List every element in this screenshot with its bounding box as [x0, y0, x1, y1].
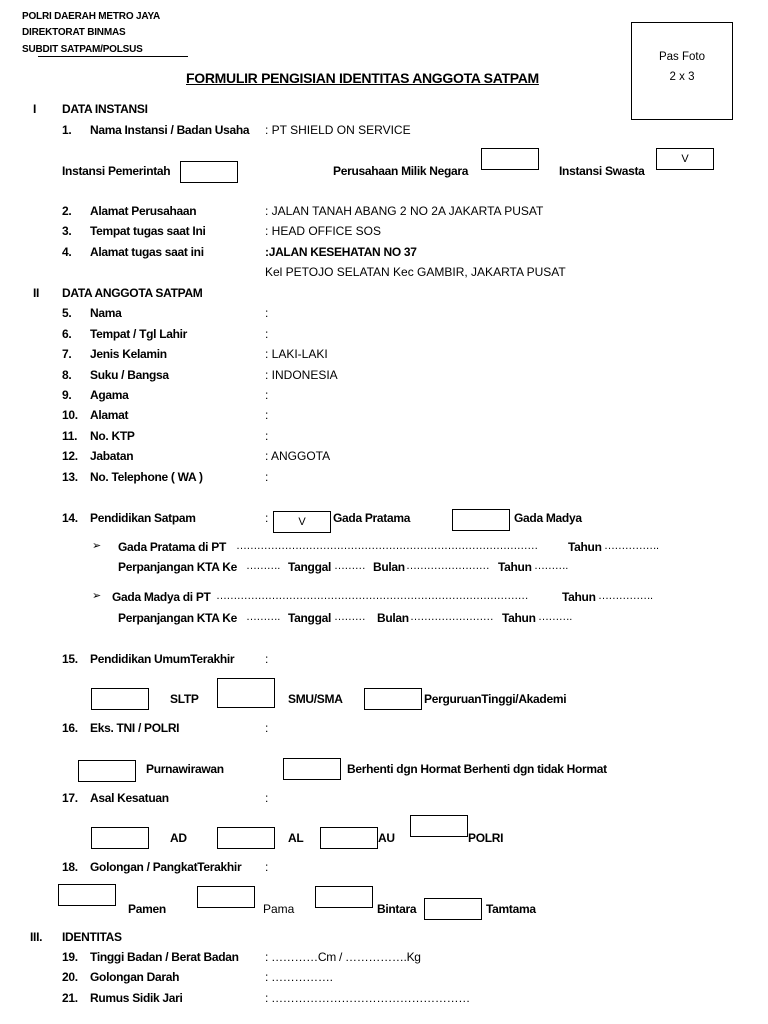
q1-number: 1. [62, 123, 72, 137]
au-label: AU [378, 831, 395, 845]
photo-box [631, 22, 733, 120]
instansi-pemerintah-label: Instansi Pemerintah [62, 164, 171, 178]
q15-colon: : [265, 652, 269, 666]
madya-prefix: Gada Madya di PT [112, 590, 211, 604]
instansi-swasta-mark: V [681, 153, 689, 165]
ad-label: AD [170, 831, 187, 845]
bumn-label: Perusahaan Milik Negara [333, 164, 469, 178]
q8-value: : INDONESIA [265, 368, 338, 382]
pratama-kta-tahun-dots: ………. [534, 560, 568, 572]
pamen-checkbox[interactable] [58, 884, 116, 906]
bumn-checkbox[interactable] [481, 148, 539, 170]
photo-label: Pas Foto [658, 51, 706, 63]
q7-value: : LAKI-LAKI [265, 347, 328, 361]
q21-label: Rumus Sidik Jari [90, 991, 183, 1005]
q15-label: Pendidikan UmumTerakhir [90, 652, 235, 666]
q12-number: 12. [62, 449, 78, 463]
polri-label: POLRI [468, 831, 504, 845]
q13-value: : [265, 470, 269, 484]
pratama-prefix: Gada Pratama di PT [118, 540, 226, 554]
q11-label: No. KTP [90, 429, 135, 443]
q15-number: 15. [62, 652, 78, 666]
q20-number: 20. [62, 970, 78, 984]
q7-label: Jenis Kelamin [90, 347, 167, 361]
section-1-title: DATA INSTANSI [62, 102, 148, 116]
photo-size: 2 x 3 [669, 71, 695, 83]
q2-value: : JALAN TANAH ABANG 2 NO 2A JAKARTA PUSAT [265, 204, 544, 218]
q6-value: : [265, 327, 269, 341]
q5-label: Nama [90, 306, 122, 320]
pratama-tahun-dots: ……………. [604, 540, 659, 552]
madya-tahun-dots: ……………. [598, 590, 653, 602]
q6-label: Tempat / Tgl Lahir [90, 327, 188, 341]
pratama-tahun-label: Tahun [568, 540, 602, 554]
gada-pratama-mark: V [298, 516, 306, 528]
pratama-kta-dots: ………. [246, 560, 280, 572]
instansi-swasta-label: Instansi Swasta [559, 164, 645, 178]
q10-number: 10. [62, 408, 78, 422]
q7-number: 7. [62, 347, 72, 361]
q11-value: : [265, 429, 269, 443]
q1-label: Nama Instansi / Badan Usaha [90, 123, 250, 137]
q12-label: Jabatan [90, 449, 134, 463]
madya-tahun-label: Tahun [562, 590, 596, 604]
sltp-checkbox[interactable] [91, 688, 149, 710]
section-3-title: IDENTITAS [62, 930, 122, 944]
pratama-kta-label: Perpanjangan KTA Ke [118, 560, 237, 574]
q3-label: Tempat tugas saat Ini [90, 224, 206, 238]
q3-value: : HEAD OFFICE SOS [265, 224, 382, 238]
q11-number: 11. [62, 429, 78, 443]
q5-number: 5. [62, 306, 72, 320]
pama-label: Pama [263, 902, 295, 916]
gada-madya-label: Gada Madya [514, 511, 582, 525]
q10-value: : [265, 408, 269, 422]
q2-label: Alamat Perusahaan [90, 204, 197, 218]
q1-value: : PT SHIELD ON SERVICE [265, 123, 411, 137]
q17-colon: : [265, 791, 269, 805]
q20-label: Golongan Darah [90, 970, 180, 984]
smu-label: SMU/SMA [288, 692, 343, 706]
q4-value-line2: Kel PETOJO SELATAN Kec GAMBIR, JAKARTA PUSAT [265, 265, 566, 279]
madya-bulan-dots: …………………… [410, 611, 494, 623]
gada-pratama-label: Gada Pratama [333, 511, 411, 525]
madya-kta-dots: ………. [246, 611, 280, 623]
q3-number: 3. [62, 224, 72, 238]
pratama-dots: …………………………………………………………………………… [236, 540, 538, 552]
pt-checkbox[interactable] [364, 688, 422, 710]
pratama-tanggal-label: Tanggal [288, 560, 332, 574]
pratama-bulan-label: Bulan [373, 560, 405, 574]
tamtama-label: Tamtama [486, 902, 536, 916]
q9-label: Agama [90, 388, 129, 402]
pratama-bulan-dots: …………………… [406, 560, 490, 572]
pratama-bullet-icon: ➢ [92, 540, 102, 552]
q12-value: : ANGGOTA [265, 449, 331, 463]
q18-label: Golongan / PangkatTerakhir [90, 860, 242, 874]
q16-colon: : [265, 721, 269, 735]
q19-number: 19. [62, 950, 78, 964]
q4-value: :JALAN KESEHATAN NO 37 [265, 245, 417, 259]
madya-bullet-icon: ➢ [92, 590, 102, 602]
q21-value: : …………………………………………… [265, 991, 470, 1005]
al-label: AL [288, 831, 304, 845]
q4-label: Alamat tugas saat ini [90, 245, 204, 259]
section-3-number: III. [30, 930, 43, 944]
q14-label: Pendidikan Satpam [90, 511, 196, 525]
header-line-1: POLRI DAERAH METRO JAYA [22, 11, 161, 22]
q16-number: 16. [62, 721, 78, 735]
madya-tanggal-label: Tanggal [288, 611, 332, 625]
instansi-pemerintah-checkbox[interactable] [180, 161, 238, 183]
ad-checkbox[interactable] [91, 827, 149, 849]
gada-madya-checkbox[interactable] [452, 509, 510, 531]
q19-label: Tinggi Badan / Berat Badan [90, 950, 239, 964]
q8-label: Suku / Bangsa [90, 368, 169, 382]
q16-label: Eks. TNI / POLRI [90, 721, 180, 735]
header-line-3: SUBDIT SATPAM/POLSUS [22, 44, 143, 55]
madya-bulan-label: Bulan [377, 611, 409, 625]
berhenti-checkbox[interactable] [283, 758, 341, 780]
instansi-swasta-checkbox[interactable] [656, 148, 714, 170]
q10-label: Alamat [90, 408, 129, 422]
q17-label: Asal Kesatuan [90, 791, 169, 805]
q19-value: : …………Cm / …………….Kg [265, 950, 421, 964]
header-line-2: DIREKTORAT BINMAS [22, 27, 126, 38]
form-title: FORMULIR PENGISIAN IDENTITAS ANGGOTA SATPAM [186, 70, 539, 86]
pt-label: PerguruanTinggi/Akademi [424, 692, 567, 706]
tamtama-checkbox[interactable] [424, 898, 482, 920]
au-checkbox[interactable] [320, 827, 378, 849]
madya-kta-tahun-dots: ………. [538, 611, 572, 623]
bintara-checkbox[interactable] [315, 886, 373, 908]
q6-number: 6. [62, 327, 72, 341]
al-checkbox[interactable] [217, 827, 275, 849]
q17-number: 17. [62, 791, 78, 805]
q14-colon: : [265, 511, 269, 525]
q4-number: 4. [62, 245, 72, 259]
q18-number: 18. [62, 860, 78, 874]
q9-value: : [265, 388, 269, 402]
q9-number: 9. [62, 388, 72, 402]
madya-kta-tahun-label: Tahun [502, 611, 536, 625]
q8-number: 8. [62, 368, 72, 382]
purnawirawan-checkbox[interactable] [78, 760, 136, 782]
q2-number: 2. [62, 204, 72, 218]
q20-value: : ……………. [265, 970, 333, 984]
berhenti-label: Berhenti dgn Hormat Berhenti dgn tidak Hormat [347, 762, 607, 776]
q13-number: 13. [62, 470, 78, 484]
pratama-tanggal-dots: ……… [334, 560, 366, 572]
purnawirawan-label: Purnawirawan [146, 762, 224, 776]
q18-colon: : [265, 860, 269, 874]
sltp-label: SLTP [170, 692, 199, 706]
gada-pratama-checkbox[interactable] [273, 511, 331, 533]
smu-checkbox[interactable] [217, 678, 275, 708]
section-2-number: II [33, 286, 40, 300]
polri-checkbox[interactable] [410, 815, 468, 837]
madya-tanggal-dots: ……… [334, 611, 366, 623]
q13-label: No. Telephone ( WA ) [90, 470, 203, 484]
madya-dots: ……………………………………………………………………………… [216, 590, 529, 602]
section-2-title: DATA ANGGOTA SATPAM [62, 286, 203, 300]
q21-number: 21. [62, 991, 78, 1005]
pamen-label: Pamen [128, 902, 166, 916]
section-1-number: I [33, 102, 37, 116]
q5-value: : [265, 306, 269, 320]
bintara-label: Bintara [377, 902, 417, 916]
pama-checkbox[interactable] [197, 886, 255, 908]
header-underline [38, 56, 188, 57]
q14-number: 14. [62, 511, 78, 525]
pratama-kta-tahun-label: Tahun [498, 560, 532, 574]
madya-kta-label: Perpanjangan KTA Ke [118, 611, 237, 625]
